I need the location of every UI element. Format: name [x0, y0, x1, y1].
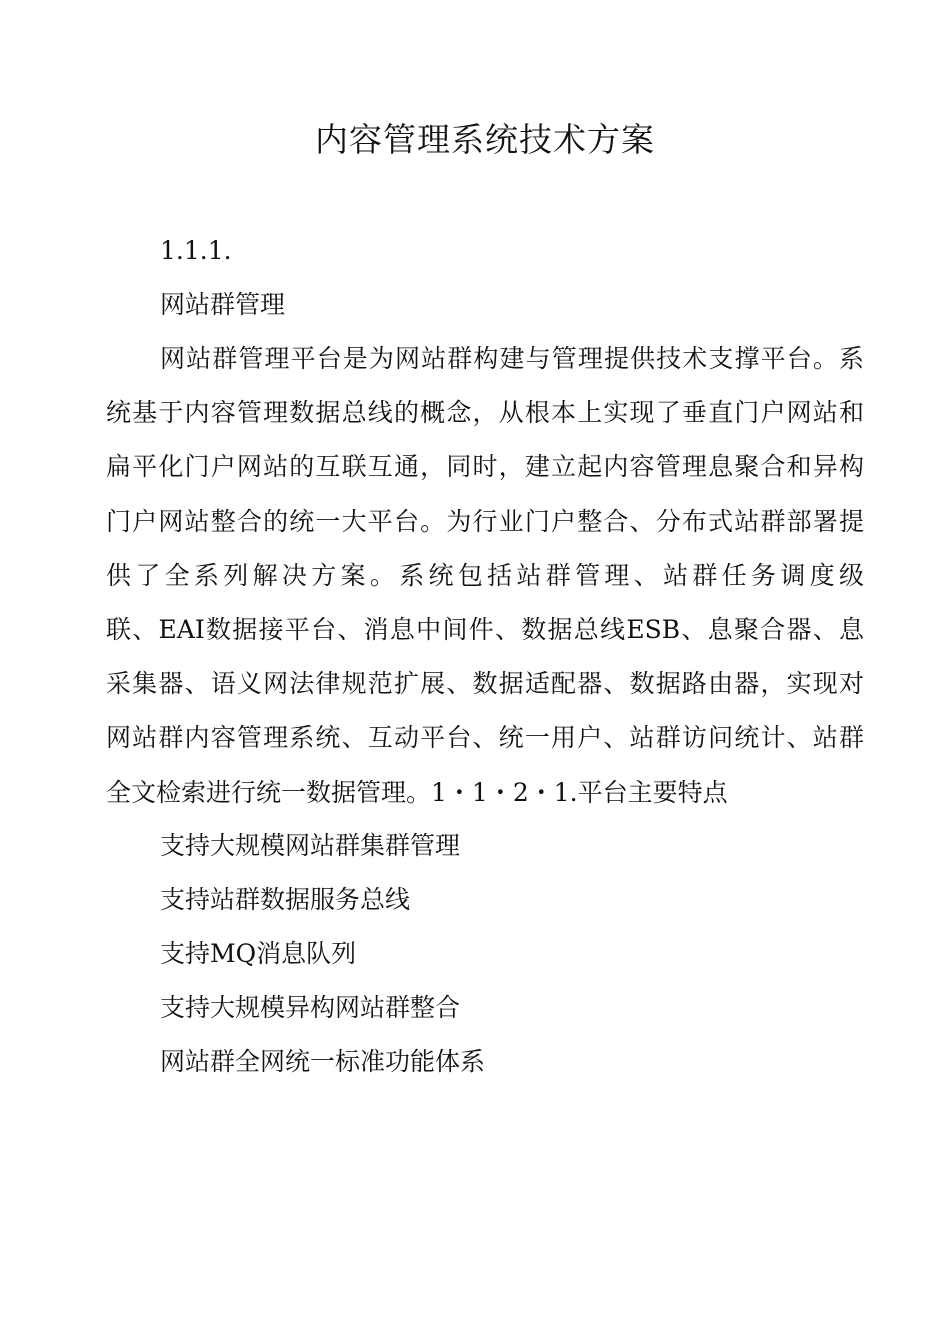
feature-item: 支持大规模网站群集群管理 — [160, 831, 461, 860]
paragraph-line: 扁平化门户网站的互联互通，同时，建立起内容管理息聚合和异构 — [106, 452, 864, 482]
section-number: 1.1.1. — [160, 236, 232, 265]
document-title: 内容管理系统技术方案 — [315, 120, 655, 159]
section-heading: 网站群管理 — [160, 290, 286, 319]
paragraph-line: 网站群内容管理系统、互动平台、统一用户、站群访问统计、站群 — [106, 723, 864, 753]
paragraph-line: 采集器、语义网法律规范扩展、数据适配器、数据路由器，实现对 — [106, 669, 864, 699]
body-paragraph — [106, 332, 864, 820]
feature-item: 支持MQ消息队列 — [160, 939, 357, 968]
paragraph-line: 网站群管理平台是为网站群构建与管理提供技术支撑平台。系 — [160, 344, 864, 373]
paragraph-line: 联、EAI数据接平台、消息中间件、数据总线ESB、息聚合器、息 — [106, 614, 864, 644]
feature-item: 支持大规模异构网站群整合 — [160, 993, 461, 1022]
feature-item: 支持站群数据服务总线 — [160, 885, 411, 914]
paragraph-line: 全文检索进行统一数据管理。1・1・2・1.平台主要特点 — [106, 777, 728, 807]
feature-item: 网站群全网统一标准功能体系 — [160, 1047, 486, 1076]
paragraph-line: 供了全系列解决方案。系统包括站群管理、站群任务调度级 — [106, 560, 864, 590]
paragraph-line: 门户网站整合的统一大平台。为行业门户整合、分布式站群部署提 — [106, 506, 864, 536]
paragraph-line: 统基于内容管理数据总线的概念，从根本上实现了垂直门户网站和 — [106, 398, 864, 428]
